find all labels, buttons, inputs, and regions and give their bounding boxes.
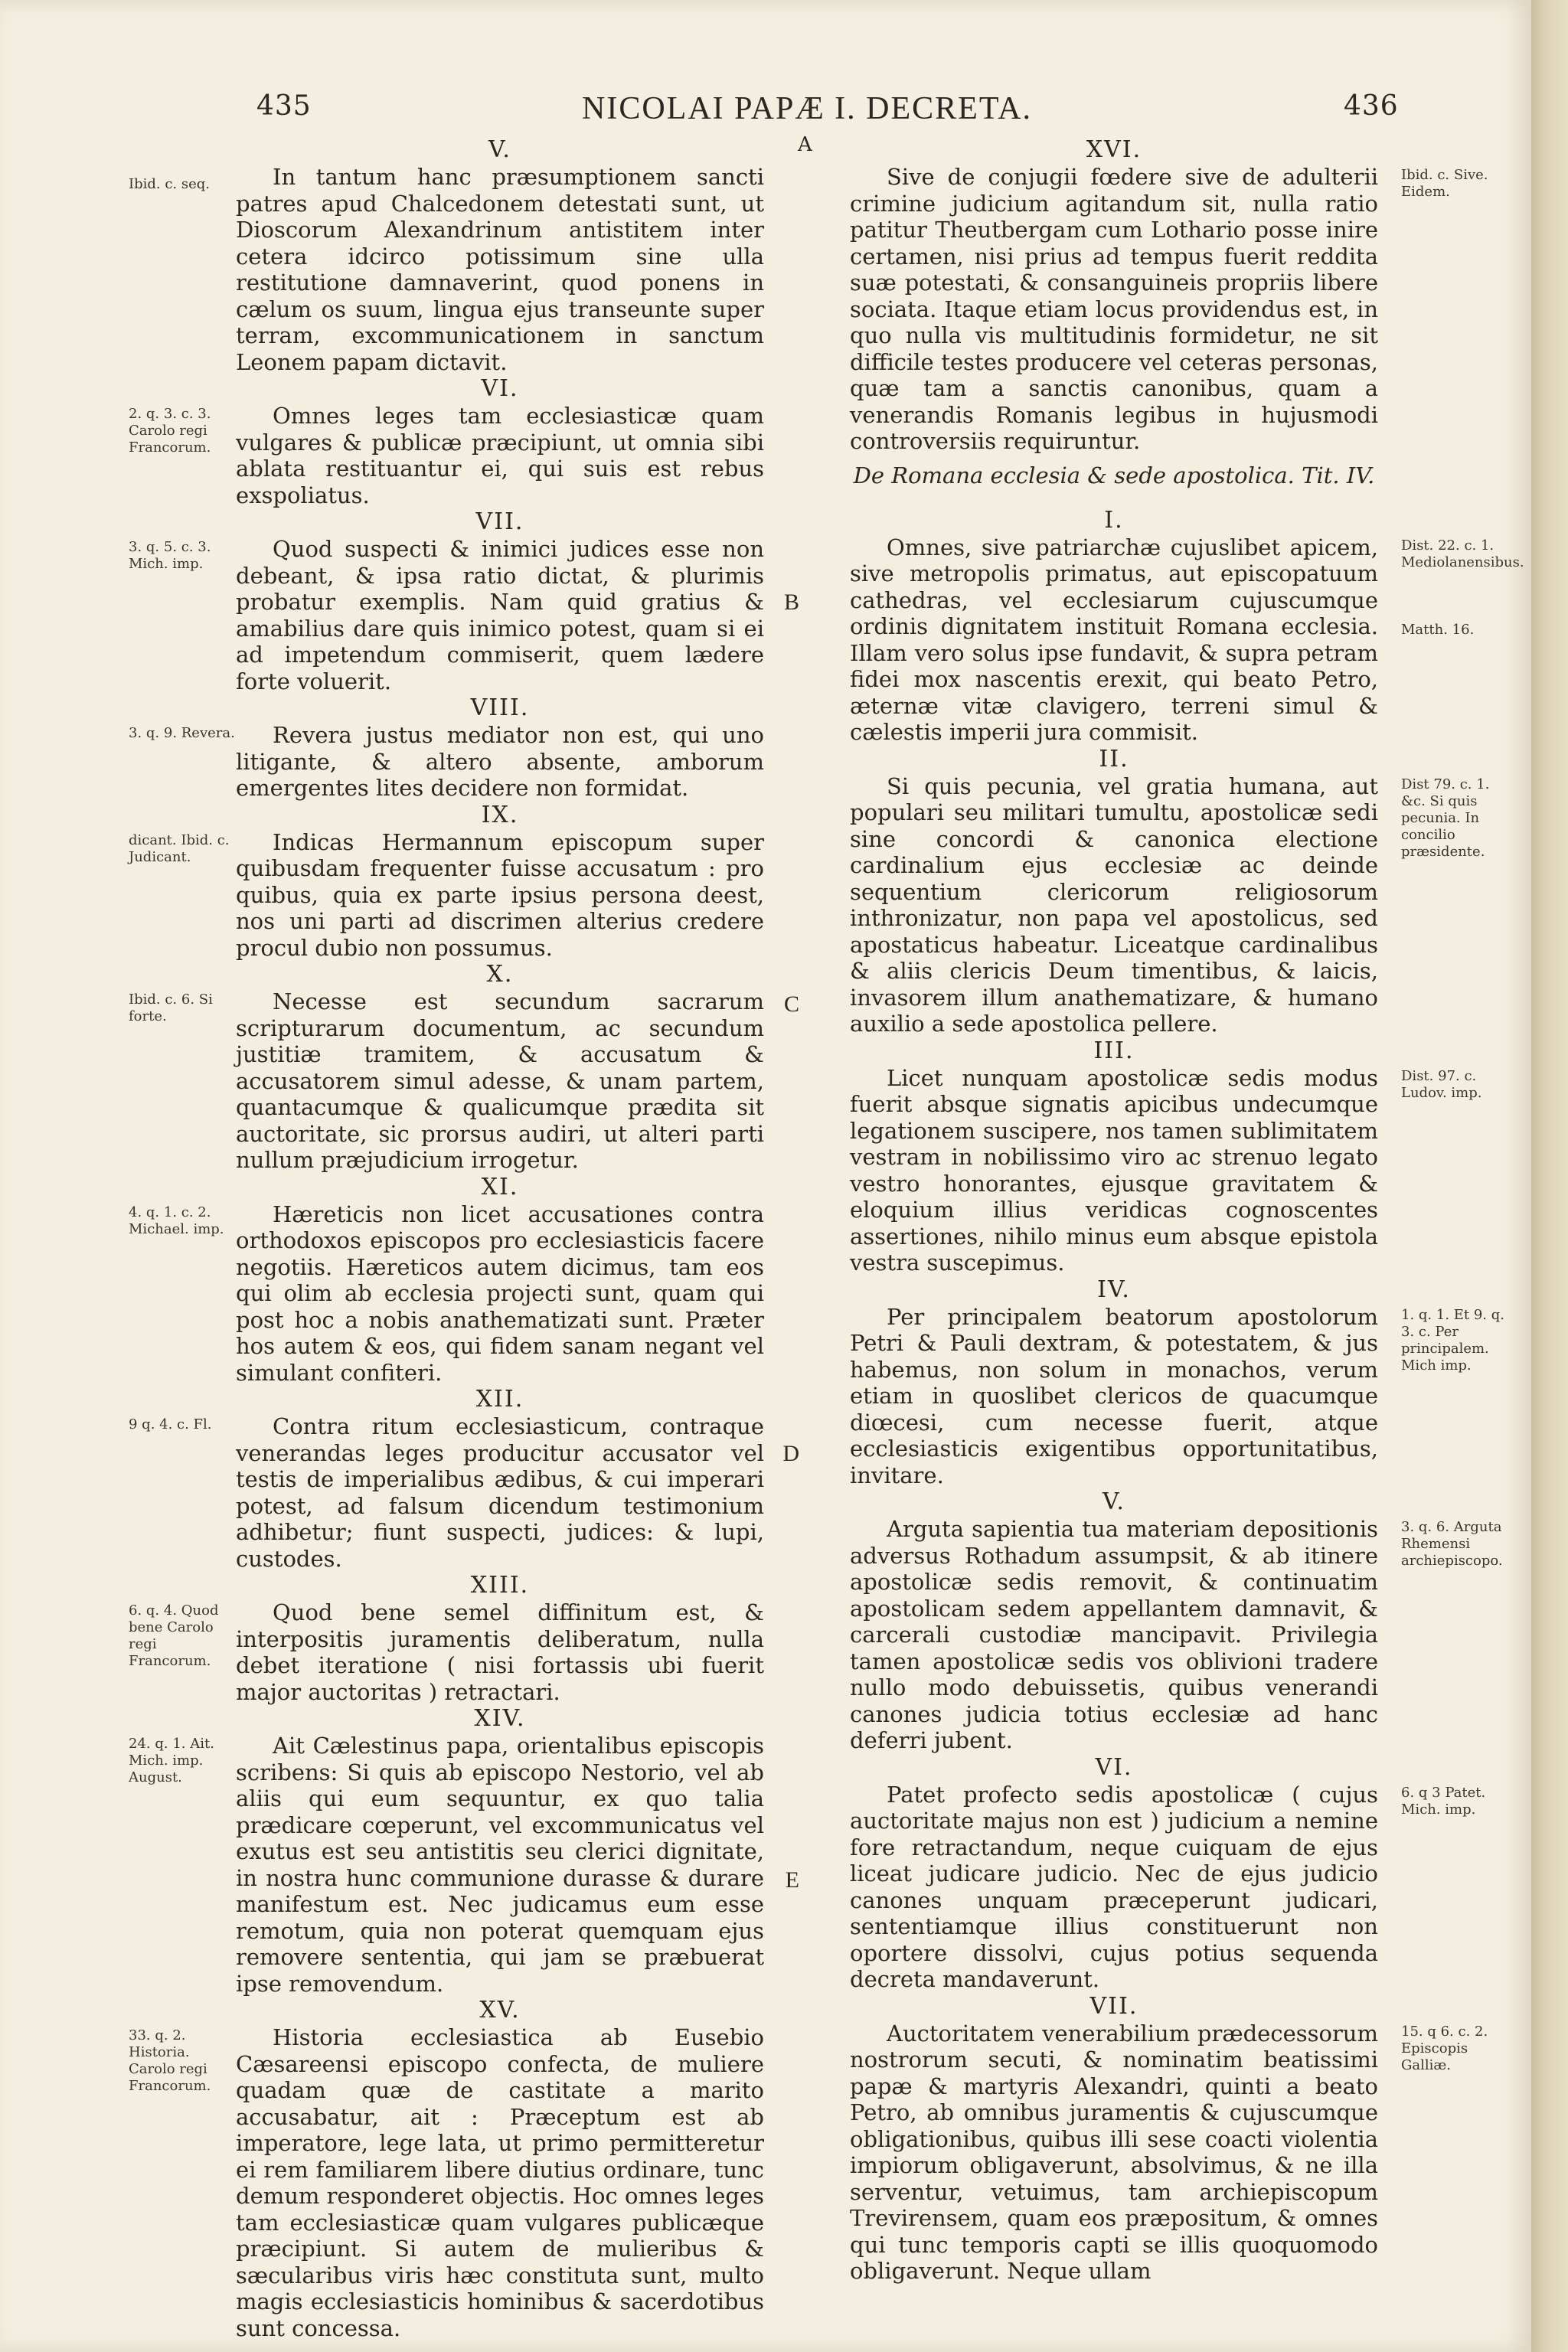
decree-section: [850, 506, 1524, 746]
margin-note: dicant. Ibid. c. Judicant.: [129, 831, 230, 865]
section-numeral: V.: [488, 136, 511, 163]
section-text: Arguta sapientia tua materiam depositionis adversus Rothadum assumpsit, & ab itinere apostolicæ sedis removit, & continuatim apostolicam sedem appellantem damnavit, & carcerali custodiæ mancipavit. Privilegia tamen apostolicæ sedis vos oblivioni tradere nullo modo debuissetis, quibus venerandi canones judicia totius ecclesiæ ad hanc deferri jubent.: [850, 1516, 1378, 1753]
margin-note: Dist. 97. c. Ludov. imp.: [1401, 1067, 1482, 1101]
column-mark-e: E: [785, 1867, 799, 1893]
decree-section: [129, 961, 799, 1174]
margin-note: 15. q 6. c. 2. Episcopis Galliæ.: [1401, 2023, 1488, 2073]
section-numeral: III.: [1093, 1037, 1135, 1064]
decree-section: [850, 136, 1488, 455]
section-text: Omnes leges tam ecclesiasticæ quam vulgares & publicæ præcipiunt, ut omnia sibi ablata restituantur ei, qui suis est rebus exspoliatus.: [236, 403, 764, 508]
page-title: NICOLAI PAPÆ I. DECRETA.: [582, 91, 1032, 126]
section-text: Sive de conjugii fœdere sive de adulterii crimine judicium agitandum sit, nulla ratio patitur Theutbergam cum Lothario posse inire certamen, nisi prius ad tempus fuerit reddita suæ potestati, & consanguineis propriis libere sociata. Itaque etiam locus providendus est, in quo nulla vis multitudinis formidetur, ne sit difficile testes producere vel ceteras personas, quæ tam a sanctis canonibus, quam a venerandis Romanis legibus in hujusmodi controversiis requiruntur.: [850, 164, 1378, 454]
section-text: Quod bene semel diffinitum est, & interpositis juramentis deliberatum, nulla debet iteratione ( nisi fortassis ubi fuerit major auctoritas ) retractari.: [236, 1599, 764, 1705]
decree-section: [129, 136, 764, 375]
section-numeral: VIII.: [470, 694, 530, 721]
section-numeral: XI.: [481, 1173, 519, 1200]
margin-note: 3. q. 6. Arguta Rhemensi archiepiscopo.: [1401, 1519, 1503, 1569]
column-mark-a: A: [798, 133, 812, 156]
decree-section: [129, 1997, 764, 2341]
running-head: [0, 90, 1531, 136]
margin-note: 6. q 3 Patet. Mich. imp.: [1401, 1784, 1486, 1818]
decree-section: [850, 1276, 1504, 1489]
section-numeral: I.: [1104, 506, 1124, 534]
column-mark-b: B: [783, 590, 799, 615]
margin-note: 4. q. 1. c. 2. Michael. imp.: [129, 1204, 224, 1237]
section-text: Ait Cælestinus papa, orientalibus episcopis scribens: Si quis ab episcopo Nestorio, vel ab aliis qui eum sequuntur, ex quo talia prædicare cœperunt, vel excommunicatus vel exutus est seu antistitis seu clerici dignitate, in nostra hunc communione durasse & durare manifestum est. Nec judicamus eum esse remotum, quia non poterat quemquam ejus removere sententia, qui jam se præbuerat ipse removendum.: [236, 1733, 764, 1997]
margin-note: Ibid. c. 6. Si forte.: [129, 991, 213, 1024]
section-text: Quod suspecti & inimici judices esse non debeant, & ipsa ratio dictat, & plurimis probatur exemplis. Nam quid gratius & amabilius dare quis inimico potest, quam si ei ad impetendum commiserit, quem lædere forte voluerit.: [236, 536, 764, 694]
section-text: Indicas Hermannum episcopum super quibusdam frequenter fuisse accusatum : pro quibus, quia ex parte ipsius persona deest, nos uni parti ad discrimen alterius credere procul dubio non possumus.: [236, 828, 764, 961]
margin-note: Ibid. c. Sive. Eidem.: [1401, 167, 1488, 200]
decree-section: [129, 1705, 799, 1997]
section-numeral: II.: [1099, 745, 1129, 773]
title-heading: De Romana ecclesia & sede apostolica. Tit. IV.: [853, 462, 1375, 488]
decree-section: [850, 745, 1490, 1037]
section-text: Historia ecclesiastica ab Eusebio Cæsareensi episcopo confecta, de muliere quadam quæ de castitate a marito accusabatur, ait : Præceptum est ab imperatore, lege lata, ut primo permitteretur ei rem familiarem libere diutius ordinare, tunc demum responderet objectis. Hoc omnes leges tam ecclesiasticæ quam vulgares publicæque præcipiunt. Si autem de mulieribus & sæcularibus viris hæc constituta sunt, multo magis ecclesiasticis hominibus & sacerdotibus sunt concessa.: [236, 2024, 764, 2341]
section-text: Auctoritatem venerabilium prædecessorum nostrorum secuti, & nominatim beatissimi papæ & martyris Alexandri, quinti a beato Petro, ab omnibus juramentis & cujuscumque obligationibus, quibus illi sese coacti violentia impiorum obligaverunt, absolvimus, & ne illa serventur, vetuimus, tam archiepiscopum Trevirensem, quam eos præpositum, & omnes qui tunc temporis capti se illis quoquomodo obligaverunt. Neque ullam: [850, 2020, 1378, 2284]
section-numeral: X.: [486, 961, 514, 988]
left-column: [129, 136, 799, 2341]
margin-note-scripture: Matth. 16.: [1401, 621, 1475, 638]
section-text: Revera justus mediator non est, qui uno litigante, & altero absente, amborum emergentes lites decidere non formidat.: [236, 722, 764, 801]
section-numeral: IX.: [481, 801, 519, 828]
section-numeral: VII.: [475, 508, 524, 535]
section-numeral: XII.: [475, 1386, 524, 1413]
decree-section: [129, 1173, 764, 1387]
decree-section: [129, 1386, 799, 1572]
margin-note: 9 q. 4. c. Fl.: [129, 1416, 212, 1432]
margin-note: Dist. 22. c. 1. Mediolanensibus.: [1401, 537, 1524, 570]
adjacent-page-edge: [1531, 0, 1568, 2352]
column-mark-d: D: [782, 1441, 799, 1466]
page-number-right: 436: [1344, 90, 1399, 122]
section-text: In tantum hanc præsumptionem sancti patres apud Chalcedonem detestati sunt, ut Dioscorum Alexandrinum antistitem inter cetera idcirco potissimum sine ulla restitutione damnaverint, quod ponens in cælum os suum, lingua ejus transeunte super terram, excommunicationem in sanctum Leonem papam dictavit.: [236, 164, 764, 375]
margin-note: 3. q. 5. c. 3. Mich. imp.: [129, 539, 211, 572]
decree-section: [850, 1753, 1486, 1993]
decree-section: [850, 1488, 1503, 1754]
section-text: Contra ritum ecclesiasticum, contraque venerandas leges producitur accusator vel testis de imperialibus ædibus, & cui imperari potest, ad falsum dicendum testimonium adhibetur; fiunt suspecti, judices: & lupi, custodes.: [236, 1413, 764, 1572]
section-numeral: VI.: [1095, 1753, 1133, 1781]
margin-note: Ibid. c. seq.: [129, 176, 211, 192]
decree-section: [129, 801, 764, 962]
section-numeral: V.: [1102, 1488, 1125, 1515]
decree-section: [129, 508, 799, 694]
decree-section: [129, 1572, 764, 1705]
margin-note: 24. q. 1. Ait. Mich. imp. August.: [129, 1736, 214, 1785]
section-numeral: XIV.: [474, 1705, 526, 1732]
section-numeral: VII.: [1089, 1992, 1138, 2020]
decree-section: [129, 375, 764, 508]
margin-note: Dist 79. c. 1. &c. Si quis pecunia. In concilio præsidente.: [1401, 776, 1490, 860]
margin-note: 33. q. 2. Historia. Carolo regi Francorum.: [129, 2027, 211, 2094]
section-numeral: XV.: [479, 1997, 521, 2024]
section-text: Hæreticis non licet accusationes contra orthodoxos episcopos pro ecclesiasticis facere negotiis. Hæreticos autem dicimus, tam eos qui olim ab ecclesia projecti sunt, quam qui post hoc a nobis anathematizati sunt. Præter hos autem & eos, qui fidem sanam negant vel simulant confiteri.: [236, 1200, 764, 1386]
page-number-left: 435: [256, 90, 312, 122]
section-numeral: XVI.: [1086, 136, 1142, 163]
decree-section: [850, 1037, 1482, 1276]
margin-note: 6. q. 4. Quod bene Carolo regi Francorum.: [129, 1602, 219, 1669]
section-numeral: IV.: [1097, 1276, 1131, 1303]
margin-note: 1. q. 1. Et 9. q. 3. c. Per principalem. Mich imp.: [1401, 1306, 1504, 1374]
decree-section: [850, 1992, 1488, 2285]
column-mark-c: C: [783, 991, 799, 1017]
section-text: Per principalem beatorum apostolorum Petri & Pauli dextram, & potestatem, & jus habemus, non solum in monachos, verum etiam in quoslibet clericos de quacumque diœcesi, cum necesse fuerit, atque ecclesiasticis exigentibus opportunitatibus, invitare.: [850, 1303, 1378, 1488]
section-text: Patet profecto sedis apostolicæ ( cujus auctoritate majus non est ) judicium a nemine fore retractandum, neque cuiquam de ejus liceat judicare judicio. Nec de ejus judicio canones unquam præceperunt judicari, sententiamque illius constituerunt non oportere dissolvi, cujus potius sequenda decreta mandaverunt.: [850, 1781, 1378, 1992]
section-numeral: XIII.: [470, 1572, 530, 1599]
section-text: Licet nunquam apostolicæ sedis modus fuerit absque signatis apicibus undecumque legationem suscipere, nos tamen sublimitatem vestram in nobilissimo viro ac strenuo legato vestro honorantes, ejusque gravitatem & eloquium illius veridicas cognoscentes assertiones, nihilo minus eum absque epistola vestra suscepimus.: [850, 1064, 1378, 1276]
margin-note: 3. q. 9. Revera.: [129, 725, 235, 741]
section-text: Omnes, sive patriarchæ cujuslibet apicem, sive metropolis primatus, aut episcopatuum cathedras, vel ecclesiarum cujuscumque ordinis dignitatem instituit Romana ecclesia. Illam vero solus ipse fundavit, & supra petram fidei mox nascentis erexit, qui beato Petro, æternæ vitæ clavigero, terreni simul & cælestis imperii jura commisit.: [850, 534, 1378, 745]
margin-note: 2. q. 3. c. 3. Carolo regi Francorum.: [129, 406, 211, 456]
decree-section: [129, 694, 764, 802]
section-text: Necesse est secundum sacrarum scripturarum documentum, ac secundum justitiæ tramitem, & accusatum & accusatorem simul adesse, & unam partem, quantacumque & qualicumque prædita sit auctoritate, sic prorsus audiri, ut alteri parti nullum præjudicium irrogetur.: [236, 988, 764, 1173]
section-numeral: VI.: [481, 375, 519, 402]
right-column: [850, 136, 1524, 2285]
section-text: Si quis pecunia, vel gratia humana, aut populari seu militari tumultu, apostolicæ sedi sine concordi & canonica electione cardinalium ejus ecclesiæ ac deinde sequentium clericorum religiosorum inthronizatur, non papa vel apostolicus, sed apostaticus habeatur. Liceatque cardinalibus & aliis clericis Deum timentibus, & laicis, invasorem illum anathematizare, & humano auxilio a sede apostolica pellere.: [850, 773, 1378, 1037]
